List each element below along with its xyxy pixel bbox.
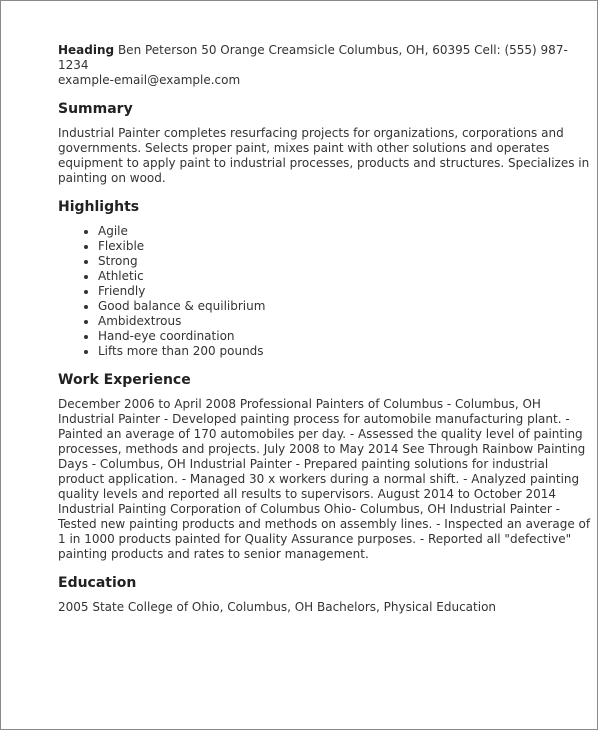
list-item: • Friendly [98, 284, 593, 299]
education-section [58, 574, 593, 615]
summary-text: Industrial Painter completes resurfacing projects for organizations, corporations and governments. Selects proper paint, mixes paint with other solutions and operates equipment to apply paint to industrial processes, products and structures. Specializes in painting on wood. [58, 126, 590, 185]
list-item: • Ambidextrous [98, 314, 593, 329]
list-item: • Athletic [98, 269, 593, 284]
education-title: Education [58, 575, 137, 591]
list-item: • Hand-eye coordination [98, 329, 593, 344]
heading-keyword: Heading [58, 43, 115, 57]
list-item: • Lifts more than 200 pounds [98, 344, 593, 359]
list-item: • Good balance & equilibrium [98, 299, 593, 314]
work-experience-text: December 2006 to April 2008 Professional Painters of Columbus - Columbus, OH Industrial Painter - Developed painting process for automobile manufacturing plant. - Painted an average of 170 automobiles per day. - Assessed the quality level of painting processes, methods and projects. July 2008 to May 2014 See Through Rainbow Painting Days - Columbus, OH Industrial Painter - Prepared painting solutions for industrial product application. - Managed 30 x workers during a normal shift. - Analyzed painting quality levels and reported all results to supervisors. August 2014 to October 2014 Industrial Painting Corporation of Columbus Ohio- Columbus, OH Industrial Painter - Tested new painting products and methods on assembly lines. - Inspected an average of 1 in 1000 products painted for Quality Assurance purposes. - Reported all "defective" painting products and rates to senior management. [58, 397, 591, 561]
summary-section [58, 100, 593, 186]
highlights-section [58, 198, 593, 359]
contact-line [58, 43, 593, 73]
work-experience-title: Work Experience [58, 372, 191, 388]
resume-header [58, 43, 593, 88]
list-item: • Strong [98, 254, 593, 269]
highlights-title: Highlights [58, 199, 140, 215]
contact-email: example-email@example.com [58, 73, 241, 87]
contact-details: Ben Peterson 50 Orange Creamsicle Columbus, OH, 60395 Cell: (555) 987-1234 [58, 43, 568, 72]
list-item: • Flexible [98, 239, 593, 254]
work-experience-section [58, 371, 593, 562]
education-text: 2005 State College of Ohio, Columbus, OH Bachelors, Physical Education [58, 600, 497, 614]
resume-content [58, 43, 593, 615]
highlights-list [58, 224, 593, 359]
summary-title: Summary [58, 101, 133, 117]
list-item: • Agile [98, 224, 593, 239]
